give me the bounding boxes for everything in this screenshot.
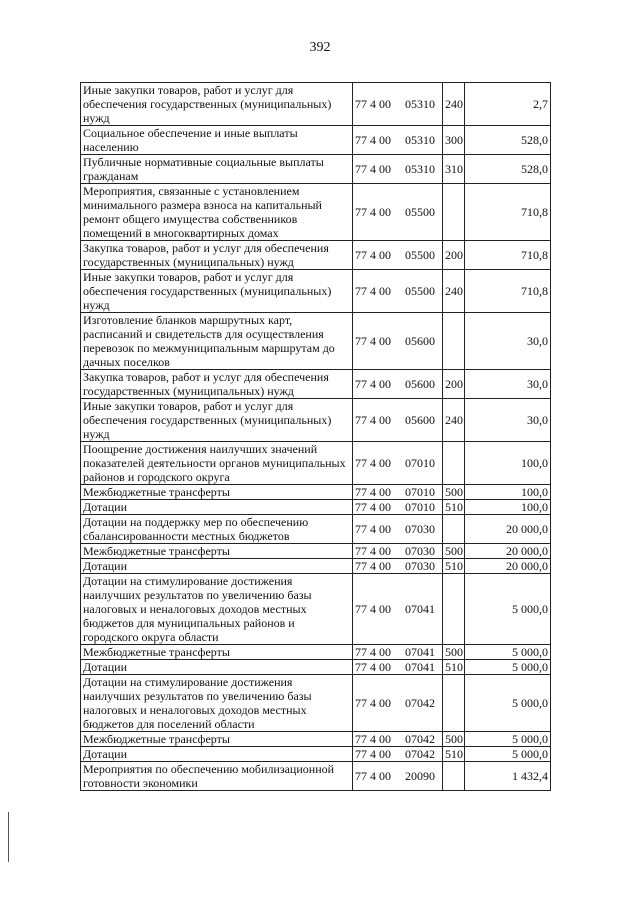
table-row [81, 155, 551, 184]
table-row [81, 442, 551, 485]
direction-code: 05600 [405, 334, 435, 348]
target-article-code [353, 241, 443, 270]
program-code: 77 4 00 [355, 645, 391, 659]
expense-name: Иные закупки товаров, работ и услуг для обеспечения государственных (муниципальных) нужд [81, 83, 353, 126]
expense-name: Мероприятия, связанные с установлением минимального размера взноса на капитальный ремонт общего имущества собственников помещений в многоквартирных домах [81, 184, 353, 241]
program-code: 77 4 00 [355, 500, 391, 514]
direction-code: 07030 [405, 559, 435, 573]
table-row [81, 370, 551, 399]
target-article-code [353, 515, 443, 544]
program-code: 77 4 00 [355, 97, 391, 111]
expense-type-code: 300 [443, 126, 465, 155]
table-row [81, 515, 551, 544]
amount: 30,0 [465, 313, 551, 370]
table-row [81, 747, 551, 762]
expense-type-code [443, 442, 465, 485]
expense-type-code [443, 313, 465, 370]
program-code: 77 4 00 [355, 377, 391, 391]
amount: 30,0 [465, 370, 551, 399]
target-article-code [353, 645, 443, 660]
program-code: 77 4 00 [355, 248, 391, 262]
expense-type-code: 240 [443, 270, 465, 313]
direction-code: 05310 [405, 97, 435, 111]
target-article-code [353, 184, 443, 241]
program-code: 77 4 00 [355, 696, 391, 710]
direction-code: 05500 [405, 284, 435, 298]
direction-code: 05500 [405, 205, 435, 219]
program-code: 77 4 00 [355, 456, 391, 470]
target-article-code [353, 660, 443, 675]
expense-type-code: 510 [443, 660, 465, 675]
page-number: 392 [309, 40, 331, 55]
program-code: 77 4 00 [355, 602, 391, 616]
amount: 5 000,0 [465, 732, 551, 747]
program-code: 77 4 00 [355, 413, 391, 427]
direction-code: 07042 [405, 747, 435, 761]
expense-name: Межбюджетные трансферты [81, 544, 353, 559]
program-code: 77 4 00 [355, 284, 391, 298]
table-row [81, 399, 551, 442]
target-article-code [353, 732, 443, 747]
expense-type-code: 500 [443, 732, 465, 747]
program-code: 77 4 00 [355, 732, 391, 746]
target-article-code [353, 500, 443, 515]
expense-type-code: 510 [443, 747, 465, 762]
target-article-code [353, 313, 443, 370]
target-article-code [353, 370, 443, 399]
table-row [81, 485, 551, 500]
direction-code: 05310 [405, 133, 435, 147]
expense-type-code: 200 [443, 241, 465, 270]
expense-name: Публичные нормативные социальные выплаты гражданам [81, 155, 353, 184]
amount: 100,0 [465, 485, 551, 500]
table-row [81, 559, 551, 574]
amount: 20 000,0 [465, 515, 551, 544]
direction-code: 05600 [405, 413, 435, 427]
expense-name: Социальное обеспечение и иные выплаты населению [81, 126, 353, 155]
target-article-code [353, 155, 443, 184]
expense-name: Дотации на стимулирование достижения наилучших результатов по увеличению базы налоговых и неналоговых доходов местных бюджетов для муниципальных районов и городского округа области [81, 574, 353, 645]
program-code: 77 4 00 [355, 559, 391, 573]
program-code: 77 4 00 [355, 544, 391, 558]
target-article-code [353, 762, 443, 791]
expense-name: Закупка товаров, работ и услуг для обеспечения государственных (муниципальных) нужд [81, 370, 353, 399]
direction-code: 07030 [405, 544, 435, 558]
table-row [81, 660, 551, 675]
program-code: 77 4 00 [355, 485, 391, 499]
expense-type-code: 510 [443, 500, 465, 515]
expense-type-code: 200 [443, 370, 465, 399]
table-row [81, 544, 551, 559]
expense-name: Дотации [81, 660, 353, 675]
amount: 5 000,0 [465, 660, 551, 675]
direction-code: 07010 [405, 500, 435, 514]
program-code: 77 4 00 [355, 162, 391, 176]
amount: 5 000,0 [465, 574, 551, 645]
expense-type-code [443, 675, 465, 732]
program-code: 77 4 00 [355, 522, 391, 536]
amount: 710,8 [465, 270, 551, 313]
expense-type-code: 240 [443, 399, 465, 442]
target-article-code [353, 83, 443, 126]
program-code: 77 4 00 [355, 747, 391, 761]
program-code: 77 4 00 [355, 133, 391, 147]
expense-type-code: 500 [443, 544, 465, 559]
expense-name: Дотации [81, 500, 353, 515]
amount: 5 000,0 [465, 675, 551, 732]
table-row [81, 645, 551, 660]
table-row [81, 270, 551, 313]
expense-name: Межбюджетные трансферты [81, 645, 353, 660]
budget-table-body [81, 83, 551, 791]
expense-name: Иные закупки товаров, работ и услуг для обеспечения государственных (муниципальных) нужд [81, 270, 353, 313]
table-row [81, 732, 551, 747]
table-row [81, 675, 551, 732]
direction-code: 05310 [405, 162, 435, 176]
expense-type-code [443, 184, 465, 241]
target-article-code [353, 675, 443, 732]
direction-code: 07010 [405, 456, 435, 470]
amount: 20 000,0 [465, 559, 551, 574]
amount: 100,0 [465, 500, 551, 515]
target-article-code [353, 485, 443, 500]
direction-code: 07041 [405, 645, 435, 659]
expense-name: Межбюджетные трансферты [81, 732, 353, 747]
target-article-code [353, 574, 443, 645]
direction-code: 20090 [405, 769, 435, 783]
direction-code: 07041 [405, 602, 435, 616]
direction-code: 07042 [405, 696, 435, 710]
expense-name: Иные закупки товаров, работ и услуг для обеспечения государственных (муниципальных) нужд [81, 399, 353, 442]
program-code: 77 4 00 [355, 334, 391, 348]
amount: 2,7 [465, 83, 551, 126]
table-row [81, 574, 551, 645]
amount: 30,0 [465, 399, 551, 442]
table-row [81, 184, 551, 241]
expense-name: Дотации [81, 747, 353, 762]
amount: 710,8 [465, 184, 551, 241]
direction-code: 07042 [405, 732, 435, 746]
expense-name: Поощрение достижения наилучших значений показателей деятельности органов муниципальных районов и городского округа [81, 442, 353, 485]
expense-type-code: 510 [443, 559, 465, 574]
direction-code: 07041 [405, 660, 435, 674]
amount: 100,0 [465, 442, 551, 485]
amount: 710,8 [465, 241, 551, 270]
amount: 5 000,0 [465, 645, 551, 660]
target-article-code [353, 747, 443, 762]
expense-type-code [443, 762, 465, 791]
expense-type-code [443, 574, 465, 645]
table-row [81, 83, 551, 126]
direction-code: 05600 [405, 377, 435, 391]
target-article-code [353, 559, 443, 574]
expense-name: Изготовление бланков маршрутных карт, расписаний и свидетельств для осуществления перевозок по межмуниципальным маршрутам до дачных поселков [81, 313, 353, 370]
amount: 1 432,4 [465, 762, 551, 791]
target-article-code [353, 399, 443, 442]
target-article-code [353, 126, 443, 155]
amount: 5 000,0 [465, 747, 551, 762]
table-row [81, 762, 551, 791]
expense-name: Дотации [81, 559, 353, 574]
table-row [81, 241, 551, 270]
expense-name: Межбюджетные трансферты [81, 485, 353, 500]
expense-name: Закупка товаров, работ и услуг для обеспечения государственных (муниципальных) нужд [81, 241, 353, 270]
target-article-code [353, 270, 443, 313]
program-code: 77 4 00 [355, 205, 391, 219]
target-article-code [353, 544, 443, 559]
expense-type-code: 240 [443, 83, 465, 126]
amount: 20 000,0 [465, 544, 551, 559]
table-row [81, 126, 551, 155]
budget-table [80, 82, 551, 791]
target-article-code [353, 442, 443, 485]
expense-type-code: 500 [443, 645, 465, 660]
table-row [81, 500, 551, 515]
expense-type-code: 500 [443, 485, 465, 500]
direction-code: 05500 [405, 248, 435, 262]
expense-name: Дотации на стимулирование достижения наилучших результатов по увеличению базы налоговых и неналоговых доходов местных бюджетов для поселений области [81, 675, 353, 732]
amount: 528,0 [465, 155, 551, 184]
expense-name: Мероприятия по обеспечению мобилизационной готовности экономики [81, 762, 353, 791]
amount: 528,0 [465, 126, 551, 155]
program-code: 77 4 00 [355, 660, 391, 674]
table-row [81, 313, 551, 370]
program-code: 77 4 00 [355, 769, 391, 783]
expense-name: Дотации на поддержку мер по обеспечению сбалансированности местных бюджетов [81, 515, 353, 544]
expense-type-code [443, 515, 465, 544]
margin-mark [8, 812, 9, 862]
direction-code: 07030 [405, 522, 435, 536]
expense-type-code: 310 [443, 155, 465, 184]
direction-code: 07010 [405, 485, 435, 499]
